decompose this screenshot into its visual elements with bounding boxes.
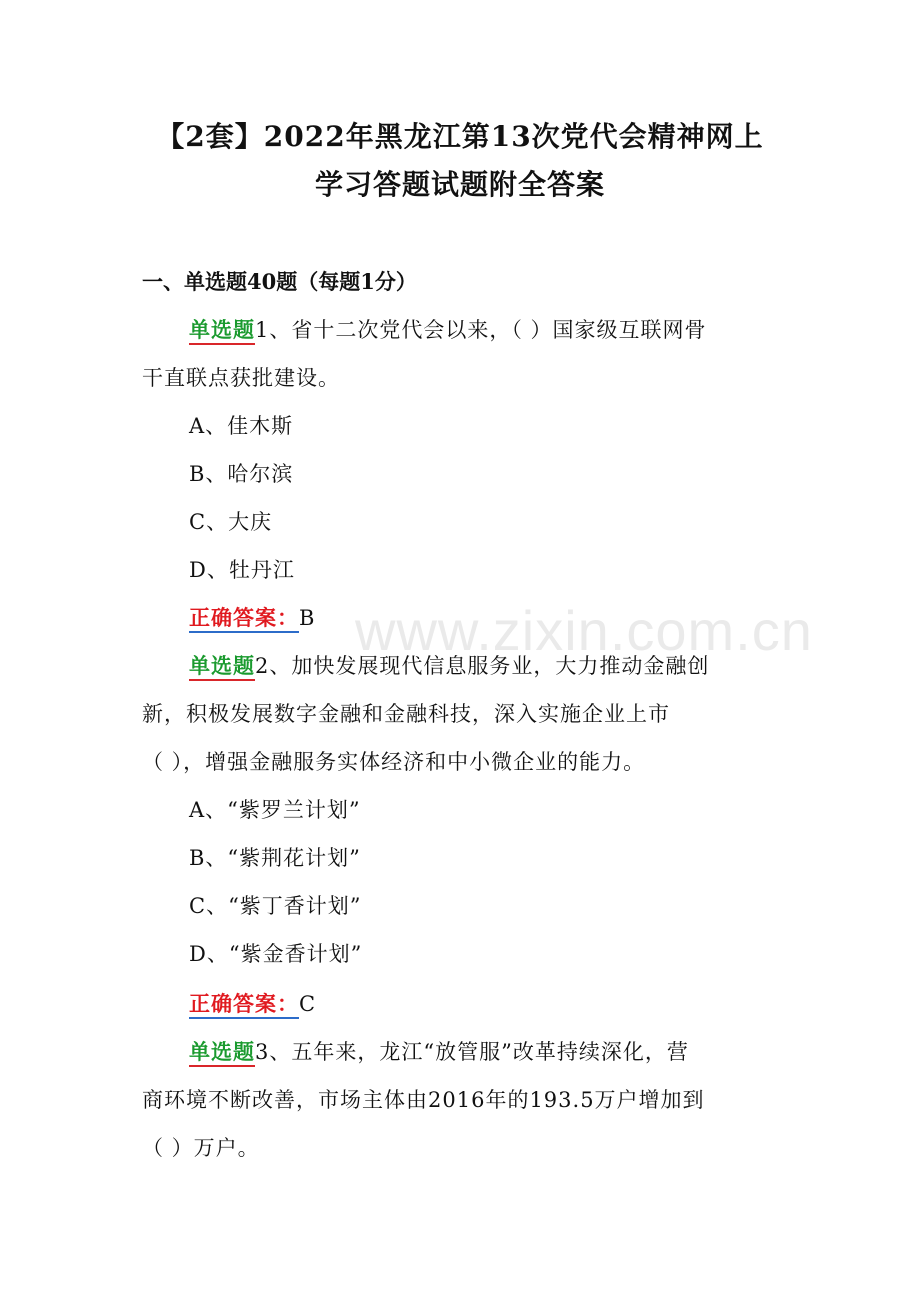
option-b: B、哈尔滨 [189, 462, 294, 486]
question-text: 、省十二次党代会以来，（ ）国家级互联网骨 [269, 318, 707, 342]
answer-tag: 正确答案： [189, 991, 299, 1019]
question-number: 2 [255, 654, 270, 678]
document-title-line-2: 学习答题试题附全答案 [314, 168, 605, 201]
option-d: D、牡丹江 [189, 558, 295, 582]
question-3-line-3: （ ）万户。 [142, 1136, 260, 1160]
question-2-line-2: 新，积极发展数字金融和金融科技，深入实施企业上市 [142, 702, 670, 726]
question-type-tag: 单选题 [189, 317, 255, 345]
option-a: A、“紫罗兰计划” [189, 798, 361, 822]
option-b: B、“紫荆花计划” [189, 846, 361, 870]
question-type-tag: 单选题 [189, 653, 255, 681]
answer-line-2 [189, 984, 316, 1024]
section-heading: 一、单选题40题（每题1分） [142, 269, 417, 294]
question-text: 、五年来，龙江“放管服”改革持续深化，营 [269, 1040, 689, 1064]
question-2-line-1 [189, 646, 709, 686]
option-d: D、“紫金香计划” [189, 942, 363, 966]
watermark: www.zixin.com.cn [355, 599, 813, 662]
question-number: 1 [255, 318, 270, 342]
question-number: 3 [255, 1040, 270, 1064]
answer-tag: 正确答案： [189, 605, 299, 633]
answer-line-1 [189, 598, 315, 638]
answer-value: B [299, 606, 316, 630]
question-3-line-2: 商环境不断改善，市场主体由2016年的193.5万户增加到 [142, 1088, 705, 1112]
question-type-tag: 单选题 [189, 1039, 255, 1067]
document-title-line-1: 【2套】2022年黑龙江第13次党代会精神网上 [156, 120, 764, 153]
question-1-line-1 [189, 310, 707, 350]
question-1-line-2: 干直联点获批建设。 [142, 366, 340, 390]
option-c: C、大庆 [189, 510, 273, 534]
option-a: A、佳木斯 [189, 414, 294, 438]
answer-value: C [299, 992, 317, 1016]
question-text: 、加快发展现代信息服务业，大力推动金融创 [269, 654, 710, 678]
question-3-line-1 [189, 1032, 689, 1072]
option-c: C、“紫丁香计划” [189, 894, 362, 918]
question-2-line-3: （ ），增强金融服务实体经济和中小微企业的能力。 [142, 750, 646, 774]
